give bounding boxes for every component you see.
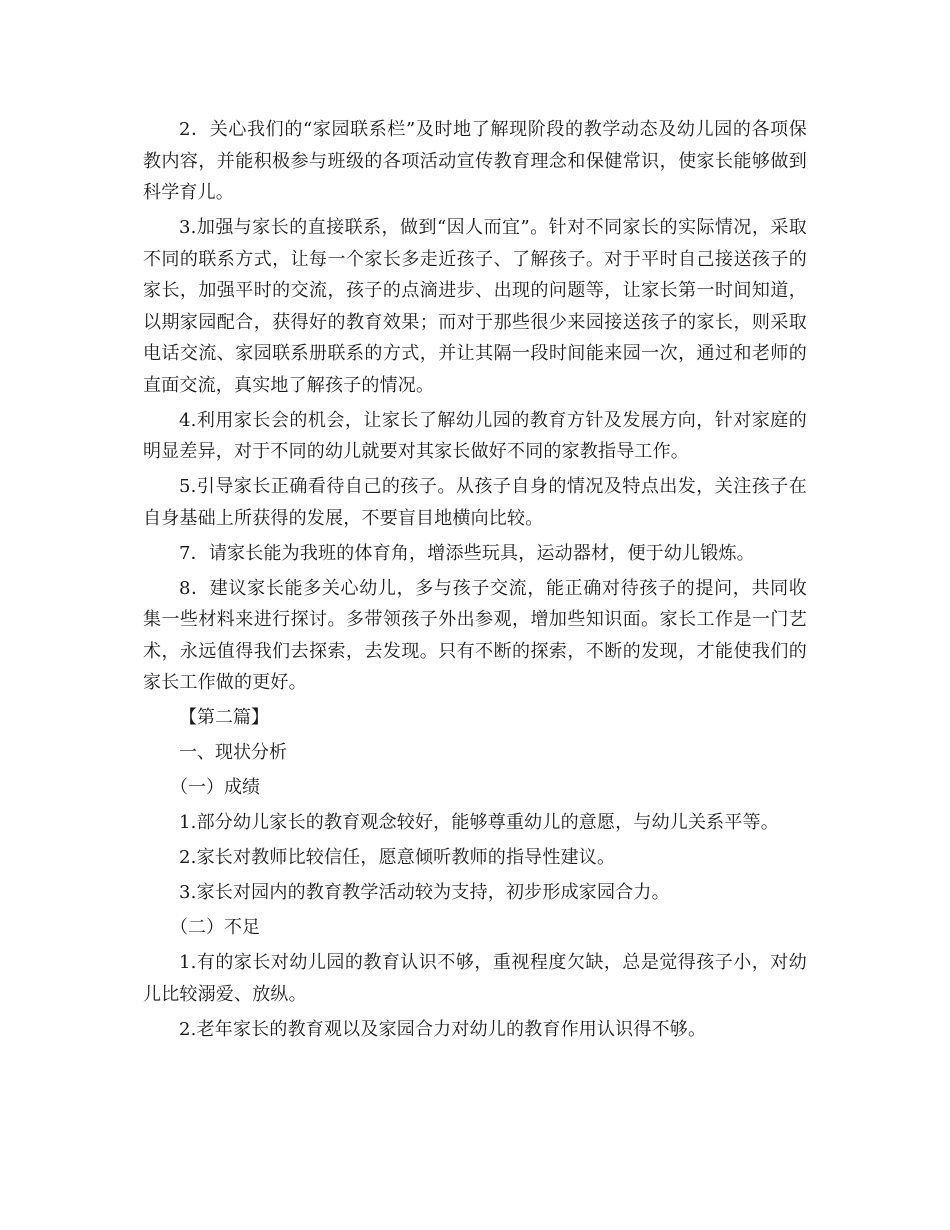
paragraph-item-4: 4.利用家长会的机会，让家长了解幼儿园的教育方针及发展方向，针对家庭的明显差异，对于不同的幼儿就要对其家长做好不同的家教指导工作。 xyxy=(143,409,807,462)
document-page xyxy=(143,114,807,1045)
paragraph-item-3: 3.加强与家长的直接联系，做到“因人而宜”。针对不同家长的实际情况，采取不同的联系方式，让每一个家长多走近孩子、了解孩子。对于平时自己接送孩子的家长，加强平时的交流，孩子的点滴进步、出现的问题等，让家长第一时间知道，以期家园配合，获得好的教育效果；而对于那些很少来园接送孩子的家长，则采取电话交流、家园联系册联系的方式，并让其隔一段时间能来园一次，通过和老师的直面交流，真实地了解孩子的情况。 xyxy=(143,217,807,396)
achievement-item-3: 3.家长对园内的教育教学活动较为支持，初步形成家园合力。 xyxy=(179,882,670,903)
paragraph-item-2: 2．关心我们的“家园联系栏”及时地了解现阶段的教学动态及幼儿园的各项保教内容，并能积极参与班级的各项活动宣传教育理念和保健常识，使家长能够做到科学育儿。 xyxy=(143,119,807,203)
achievement-item-2: 2.家长对教师比较信任，愿意倾听教师的指导性建议。 xyxy=(179,847,616,868)
shortcoming-item-1: 1.有的家长对幼儿园的教育认识不够，重视程度欠缺，总是觉得孩子小，对幼儿比较溺爱、放纵。 xyxy=(143,952,807,1005)
section-heading-status-analysis: 一、现状分析 xyxy=(179,742,287,763)
paragraph-item-8: 8．建议家长能多关心幼儿，多与孩子交流，能正确对待孩子的提问，共同收集一些材料来进行探讨。多带领孩子外出参观，增加些知识面。家长工作是一门艺术，永远值得我们去探索，去发现。只有不断的探索，不断的发现，才能使我们的家长工作做的更好。 xyxy=(143,577,807,693)
paragraph-item-7: 7．请家长能为我班的体育角，增添些玩具，运动器材，便于幼儿锻炼。 xyxy=(179,542,755,564)
shortcoming-item-2: 2.老年家长的教育观以及家园合力对幼儿的教育作用认识得不够。 xyxy=(179,1018,707,1040)
subheading-shortcomings: （二）不足 xyxy=(170,917,260,938)
paragraph-item-5: 5.引导家长正确看待自己的孩子。从孩子自身的情况及特点出发，关注孩子在自身基础上所获得的发展，不要盲目地横向比较。 xyxy=(143,476,807,529)
section-heading-part-two: 【第二篇】 xyxy=(179,707,269,728)
achievement-item-1: 1.部分幼儿家长的教育观念较好，能够尊重幼儿的意愿，与幼儿关系平等。 xyxy=(179,812,779,833)
subheading-achievements: （一）成绩 xyxy=(170,777,260,798)
